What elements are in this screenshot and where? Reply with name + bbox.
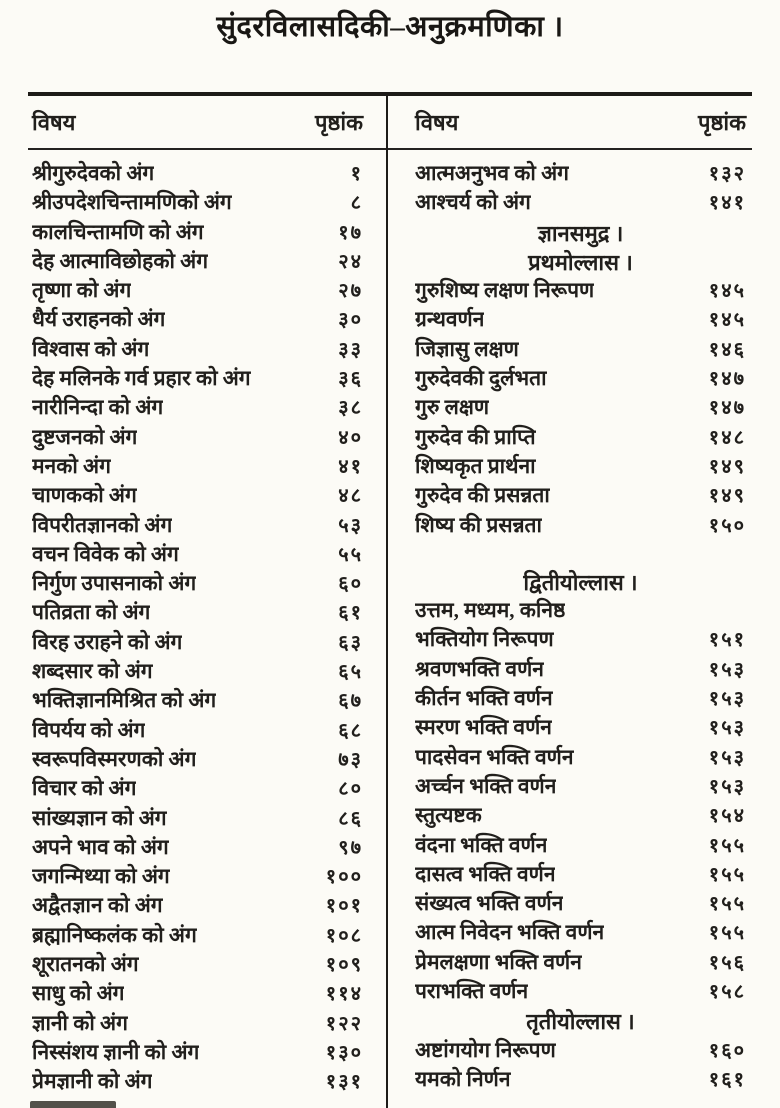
entry-page-number: १०१ [325,895,363,918]
entry-title: विरह उराहने को अंग [32,629,183,654]
entry-page-number: १५८ [708,981,746,1004]
entry-page-number: १२२ [325,1012,363,1035]
entry-title: यमको निर्णन [415,1066,511,1091]
toc-entry [32,335,363,364]
entry-title: धैर्य उराहनको अंग [32,307,166,332]
entry-title: पराभक्ति वर्णन [415,979,529,1004]
toc-header-row [28,96,752,150]
entry-page-number: २४ [338,250,363,273]
toc-entry [415,596,746,625]
entry-title: शिष्यकृत प्रार्थना [415,453,536,478]
entry-title: गुरुदेवकी दुर्लभता [415,366,547,391]
toc-entry [415,452,746,481]
entry-page-number: ११४ [325,983,363,1006]
section-heading: प्रथमोल्लास । [528,249,633,275]
entry-page-number: १५० [708,514,746,537]
entry-title: प्रेमज्ञानी को अंग [32,1069,153,1094]
toc-entry [32,540,363,569]
toc-entry [32,657,363,686]
entry-title: शब्दसार को अंग [32,659,153,684]
entry-page-number: १४५ [708,280,746,303]
entry-title: वंदना भक्ति वर्णन [415,832,548,857]
toc-entry [415,276,746,305]
entry-page-number: ६८ [338,719,363,742]
entry-title: मनको अंग [32,453,111,478]
entry-title: गुरुशिष्य लक्षण निरूपण [415,278,595,303]
entry-title: विपरीतज्ञानको अंग [32,512,173,537]
entry-page-number: ३६ [338,368,363,391]
toc-entry [32,423,363,452]
entry-title: श्रीउपदेशचिन्तामणिको अंग [32,190,232,215]
toc-entry [415,684,746,713]
scan-artifact [30,1101,116,1108]
toc-entry [32,745,363,774]
toc-entry [415,305,746,334]
entry-title: पतिव्रता को अंग [32,600,151,625]
entry-page-number: ४१ [338,455,363,478]
entry-title: वचन विवेक को अंग [32,541,179,566]
toc-entry [415,1065,746,1094]
toc-left-column [28,150,385,1097]
entry-page-number: १४१ [708,192,746,215]
entry-page-number: १५१ [708,629,746,652]
toc-entry [415,977,746,1006]
toc-entry [32,481,363,510]
entry-page-number: ८ [350,192,363,215]
entry-page-number: ५३ [338,514,363,537]
toc-table [28,92,752,1108]
left-column-header [28,96,385,148]
entry-title: भक्तिज्ञानमिश्रित को अंग [32,688,217,713]
entry-page-number: १५३ [708,688,746,711]
entry-title: तृष्णा को अंग [32,278,132,303]
left-subject-header: विषय [32,110,76,135]
toc-entry [32,950,363,979]
entry-page-number: १०९ [325,954,363,977]
entry-page-number: १४९ [708,455,746,478]
entry-page-number: ४० [338,426,363,449]
entry-title: शूरातनको अंग [32,952,139,977]
entry-title: स्वरूपविस्मरणको अंग [32,746,197,771]
right-subject-header: विषय [415,110,459,135]
toc-entry [32,276,363,305]
toc-entry [415,801,746,830]
toc-entry [415,188,746,217]
page-title: सुंदरविलासदिकी–अनुक्रमणिका । [216,11,564,43]
toc-entry [32,247,363,276]
entry-page-number: १४७ [708,397,746,420]
entry-page-number: १५३ [708,717,746,740]
toc-entry [32,598,363,627]
toc-entry [415,772,746,801]
toc-entry [415,1036,746,1065]
right-column-header [385,96,752,148]
entry-title: जिज्ञासु लक्षण [415,336,519,361]
toc-entry [32,188,363,217]
section-heading: द्वितीयोल्लास । [523,569,638,595]
entry-page-number: १५५ [708,922,746,945]
entry-title: देह मलिनके गर्व प्रहार को अंग [32,366,251,391]
entry-title: अपने भाव को अंग [32,834,169,859]
column-divider-line [386,92,388,1108]
toc-entry [415,393,746,422]
entry-title: चाणकको अंग [32,483,137,508]
toc-entry [415,655,746,684]
entry-page-number: ७३ [338,748,363,771]
entry-page-number: ८६ [338,807,363,830]
entry-title: निर्गुण उपासनाको अंग [32,571,197,596]
toc-entry [32,364,363,393]
toc-entry [415,511,746,540]
toc-entry [32,1009,363,1038]
toc-entry [32,833,363,862]
entry-title: विपर्यय को अंग [32,717,146,742]
entry-title: गुरुदेव की प्रसन्नता [415,483,550,508]
toc-entry [415,918,746,947]
entry-page-number: १५५ [708,834,746,857]
entry-title: कालचिन्तामणि को अंग [32,219,204,244]
toc-entry [32,159,363,188]
toc-entry [32,218,363,247]
entry-page-number: १०० [325,866,363,889]
entry-title: विश्वास को अंग [32,336,150,361]
entry-title: ग्रन्थवर्णन [415,307,485,332]
entry-page-number: ६१ [338,602,363,625]
toc-entry [32,569,363,598]
toc-entry [32,804,363,833]
entry-title: निस्संशय ज्ञानी को अंग [32,1039,200,1064]
toc-entry [32,716,363,745]
toc-entry [415,831,746,860]
entry-title: साधु को अंग [32,981,125,1006]
entry-page-number: १४६ [708,338,746,361]
entry-page-number: ४८ [338,485,363,508]
entry-title: अष्टांगयोग निरूपण [415,1037,556,1062]
toc-entry [32,628,363,657]
toc-entry [415,625,746,654]
entry-title: उत्तम, मध्यम, कनिष्ठ [415,598,566,623]
toc-entry [415,481,746,510]
entry-title: अद्वैतज्ञान को अंग [32,893,163,918]
toc-entry [32,452,363,481]
toc-entry [32,979,363,1008]
entry-page-number: १३० [325,1041,363,1064]
toc-entry [32,774,363,803]
entry-title: कीर्तन भक्ति वर्णन [415,686,553,711]
toc-entry [415,889,746,918]
entry-page-number: १५५ [708,893,746,916]
entry-page-number: ३८ [338,397,363,420]
entry-page-number: १६० [708,1039,746,1062]
toc-entry [32,862,363,891]
toc-entry [32,305,363,334]
entry-page-number: १५४ [708,805,746,828]
section-heading: तृतीयोल्लास । [526,1009,635,1035]
entry-title: आश्चर्य को अंग [415,190,531,215]
entry-title: गुरुदेव की प्राप्ति [415,424,536,449]
entry-title: स्मरण भक्ति वर्णन [415,715,552,740]
entry-page-number: ३० [338,309,363,332]
entry-page-number: २७ [338,280,363,303]
entry-page-number: १४८ [708,426,746,449]
toc-entry [32,891,363,920]
entry-page-number: ३३ [338,338,363,361]
toc-entry [32,1038,363,1067]
toc-entry [32,921,363,950]
entry-page-number: १५३ [708,658,746,681]
entry-page-number: १५६ [708,951,746,974]
entry-page-number: १४७ [708,368,746,391]
entry-page-number: १०८ [325,924,363,947]
entry-title: प्रेमलक्षणा भक्ति वर्णन [415,949,582,974]
entry-title: आत्मअनुभव को अंग [415,161,569,185]
entry-title: भक्तियोग निरूपण [415,627,554,652]
toc-entry [415,713,746,742]
entry-title: शिष्य की प्रसन्नता [415,512,542,537]
toc-entry [415,860,746,889]
entry-title: ब्रह्मानिष्कलंक को अंग [32,922,197,947]
toc-entry [415,159,746,188]
entry-title: संख्यत्व भक्ति वर्णन [415,891,564,916]
entry-page-number: १३१ [325,1071,363,1094]
entry-page-number: १ [350,163,363,185]
toc-entry [415,948,746,977]
entry-page-number: १४९ [708,485,746,508]
entry-page-number: १५३ [708,746,746,769]
entry-title: पादसेवन भक्ति वर्णन [415,744,574,769]
entry-title: नारीनिन्दा को अंग [32,395,164,420]
toc-entry [32,393,363,422]
section-heading: ज्ञानसमुद्र । [537,220,624,246]
entry-title: विचार को अंग [32,776,137,801]
entry-page-number: ६७ [338,690,363,713]
entry-page-number: ९७ [338,836,363,859]
entry-title: गुरु लक्षण [415,395,490,420]
toc-entry [32,511,363,540]
entry-title: दुष्टजनको अंग [32,424,138,449]
entry-page-number: ८० [338,778,363,801]
toc-right-column [385,150,752,1097]
entry-title: स्तुत्यष्टक [415,803,482,828]
entry-title: श्रवणभक्ति वर्णन [415,656,544,681]
toc-entry [415,335,746,364]
entry-page-number: १३२ [708,163,746,185]
right-page-number-header: पृष्ठांक [697,110,746,135]
toc-entry [415,364,746,393]
toc-entry [415,743,746,772]
toc-entry [32,1067,363,1096]
toc-entry [32,686,363,715]
left-page-number-header: पृष्ठांक [314,110,363,135]
entry-title: ज्ञानी को अंग [32,1010,128,1035]
entry-title: आत्म निवेदन भक्ति वर्णन [415,920,605,945]
entry-page-number: १७ [338,221,363,244]
entry-title: दासत्व भक्ति वर्णन [415,861,556,886]
entry-title: अर्च्चन भक्ति वर्णन [415,773,557,798]
entry-title: देह आत्माविछोहको अंग [32,248,209,273]
entry-page-number: १६१ [708,1068,746,1091]
entry-title: जगन्मिथ्या को अंग [32,864,170,889]
entry-page-number: १५३ [708,775,746,798]
entry-page-number: ५५ [338,543,363,566]
entry-page-number: ६३ [338,631,363,654]
toc-columns [28,150,752,1097]
entry-title: सांख्यज्ञान को अंग [32,805,167,830]
entry-page-number: ६५ [338,661,363,684]
entry-page-number: १५५ [708,863,746,886]
toc-entry [415,423,746,452]
entry-title: श्रीगुरुदेवको अंग [32,161,155,185]
entry-page-number: ६० [338,573,363,596]
entry-page-number: १४५ [708,309,746,332]
